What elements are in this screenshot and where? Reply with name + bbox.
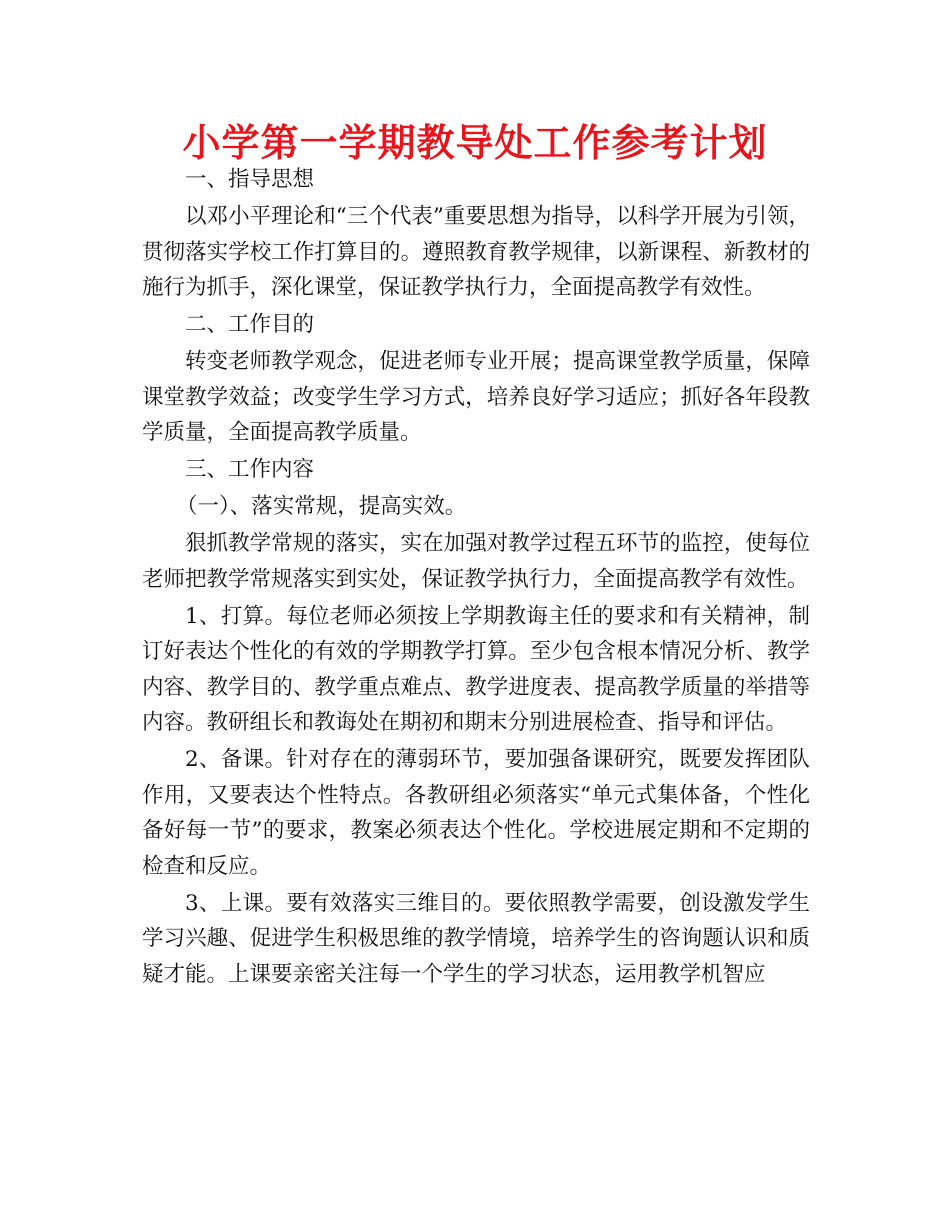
paragraph: 狠抓教学常规的落实，实在加强对教学过程五环节的监控，使每位老师把教学常规落实到实处，保证教学执行力，全面提高教学有效性。 — [142, 531, 810, 592]
section-heading: 二、工作目的 — [185, 312, 315, 337]
section-heading: 三、工作内容 — [185, 457, 315, 482]
paragraph: 3、上课。要有效落实三维目的。要依照教学需要，创设激发学生学习兴趣、促进学生积极思维的教学情境，培养学生的咨询题认识和质疑才能。上课要亲密关注每一个学生的学习状态，运用教学机智应 — [142, 890, 810, 987]
document-body — [142, 162, 810, 994]
paragraph: 转变老师教学观念，促进老师专业开展；提高课堂教学质量，保障课堂教学效益；改变学生学习方式，培养良好学习适应；抓好各年段教学质量，全面提高教学质量。 — [142, 349, 810, 445]
paragraph: 以邓小平理论和“三个代表”重要思想为指导，以科学开展为引领，贯彻落实学校工作打算目的。遵照教育教学规律，以新课程、新教材的施行为抓手，深化课堂，保证教学执行力，全面提高教学有效性。 — [142, 204, 810, 300]
subsection-heading: （一）、落实常规，提高实效。 — [176, 494, 467, 519]
section-heading: 一、指导思想 — [185, 167, 315, 192]
document-title: 小学第一学期教导处工作参考计划 — [182, 121, 768, 165]
paragraph: 2、备课。针对存在的薄弱环节，要加强备课研究，既要发挥团队作用，又要表达个性特点。各教研组必须落实“单元式集体备，个性化备好每一节”的要求，教案必须表达个性化。学校进展定期和不定期的检查和反应。 — [142, 747, 810, 879]
paragraph: 1、打算。每位老师必须按上学期教诲主任的要求和有关精神，制订好表达个性化的有效的学期教学打算。至少包含根本情况分析、教学内容、教学目的、教学重点难点、教学进度表、提高教学质量的举措等内容。教研组长和教诲处在期初和期末分别进展检查、指导和评估。 — [142, 603, 810, 735]
